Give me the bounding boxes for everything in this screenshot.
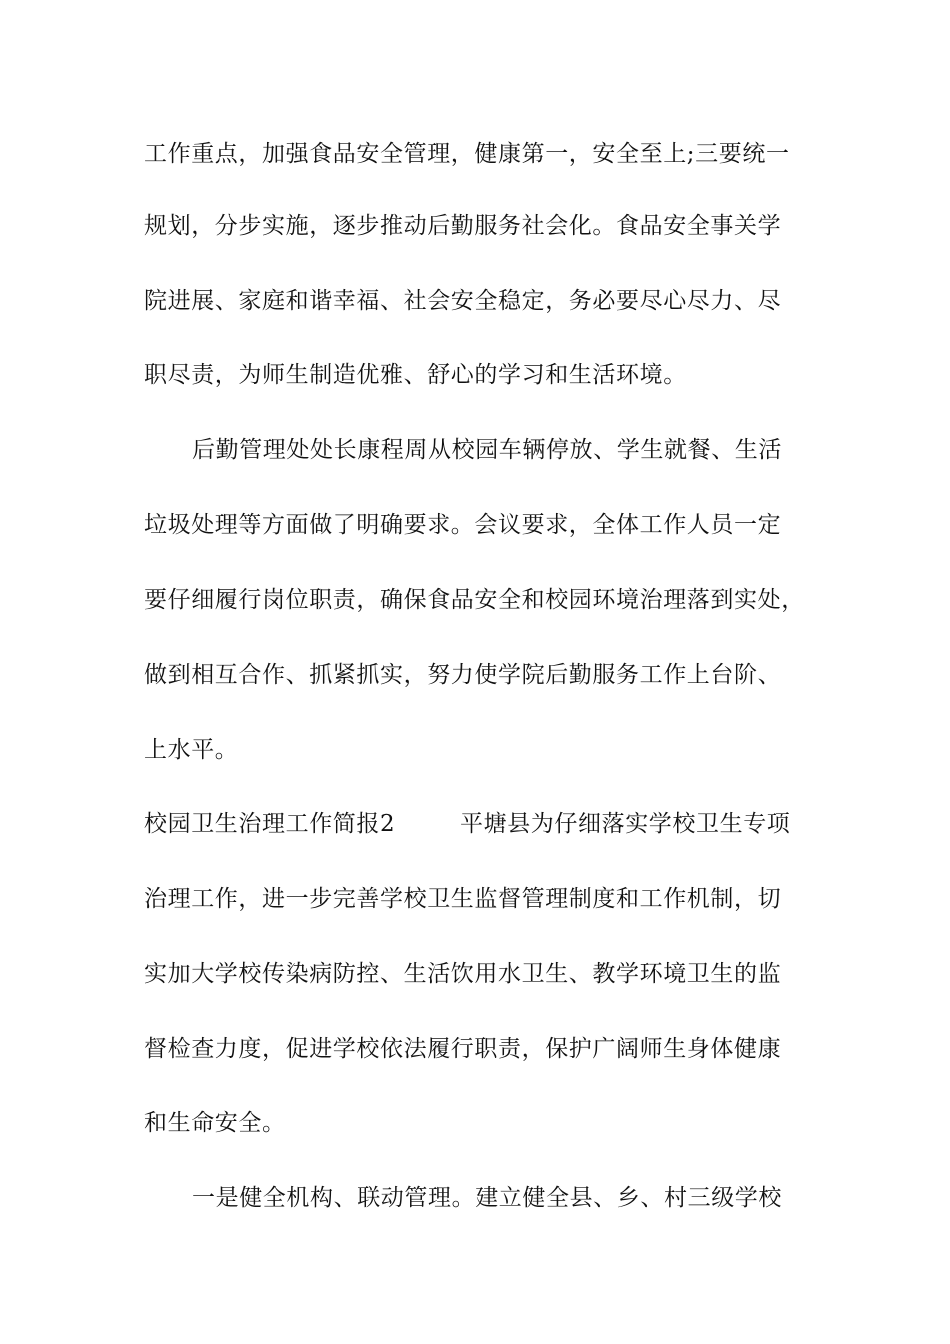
- text-line: 要仔细履行岗位职责，确保食品安全和校园环境治理落到实处，: [144, 587, 805, 613]
- text-line: 督检查力度，促进学校依法履行职责，保护广阔师生身体健康: [144, 1036, 782, 1062]
- text-line: 和生命安全。: [144, 1110, 286, 1136]
- text-line: 治理工作，进一步完善学校卫生监督管理制度和工作机制，切: [144, 886, 782, 912]
- text-line: 实加大学校传染病防控、生活饮用水卫生、教学环境卫生的监: [144, 961, 782, 987]
- text-span: 平塘县为仔细落实学校卫生专项: [460, 811, 791, 837]
- text-line: 垃圾处理等方面做了明确要求。会议要求，全体工作人员一定: [144, 512, 782, 538]
- text-line: 后勤管理处处长康程周从校园车辆停放、学生就餐、生活: [192, 437, 782, 463]
- text-line: 一是健全机构、联动管理。建立健全县、乡、村三级学校: [192, 1185, 782, 1211]
- text-line: 上水平。: [144, 737, 239, 763]
- section-title: 校园卫生治理工作简报2: [144, 811, 396, 837]
- text-line: 院进展、家庭和谐幸福、社会安全稳定，务必要尽心尽力、尽: [144, 288, 782, 314]
- section-heading-line: [144, 808, 814, 840]
- text-line: 规划，分步实施，逐步推动后勤服务社会化。食品安全事关学: [144, 213, 782, 239]
- text-line: 职尽责，为师生制造优雅、舒心的学习和生活环境。: [144, 362, 687, 388]
- text-line: 工作重点，加强食品安全管理，健康第一，安全至上;三要统一: [144, 141, 790, 167]
- text-line: 做到相互合作、抓紧抓实，努力使学院后勤服务工作上台阶、: [144, 662, 782, 688]
